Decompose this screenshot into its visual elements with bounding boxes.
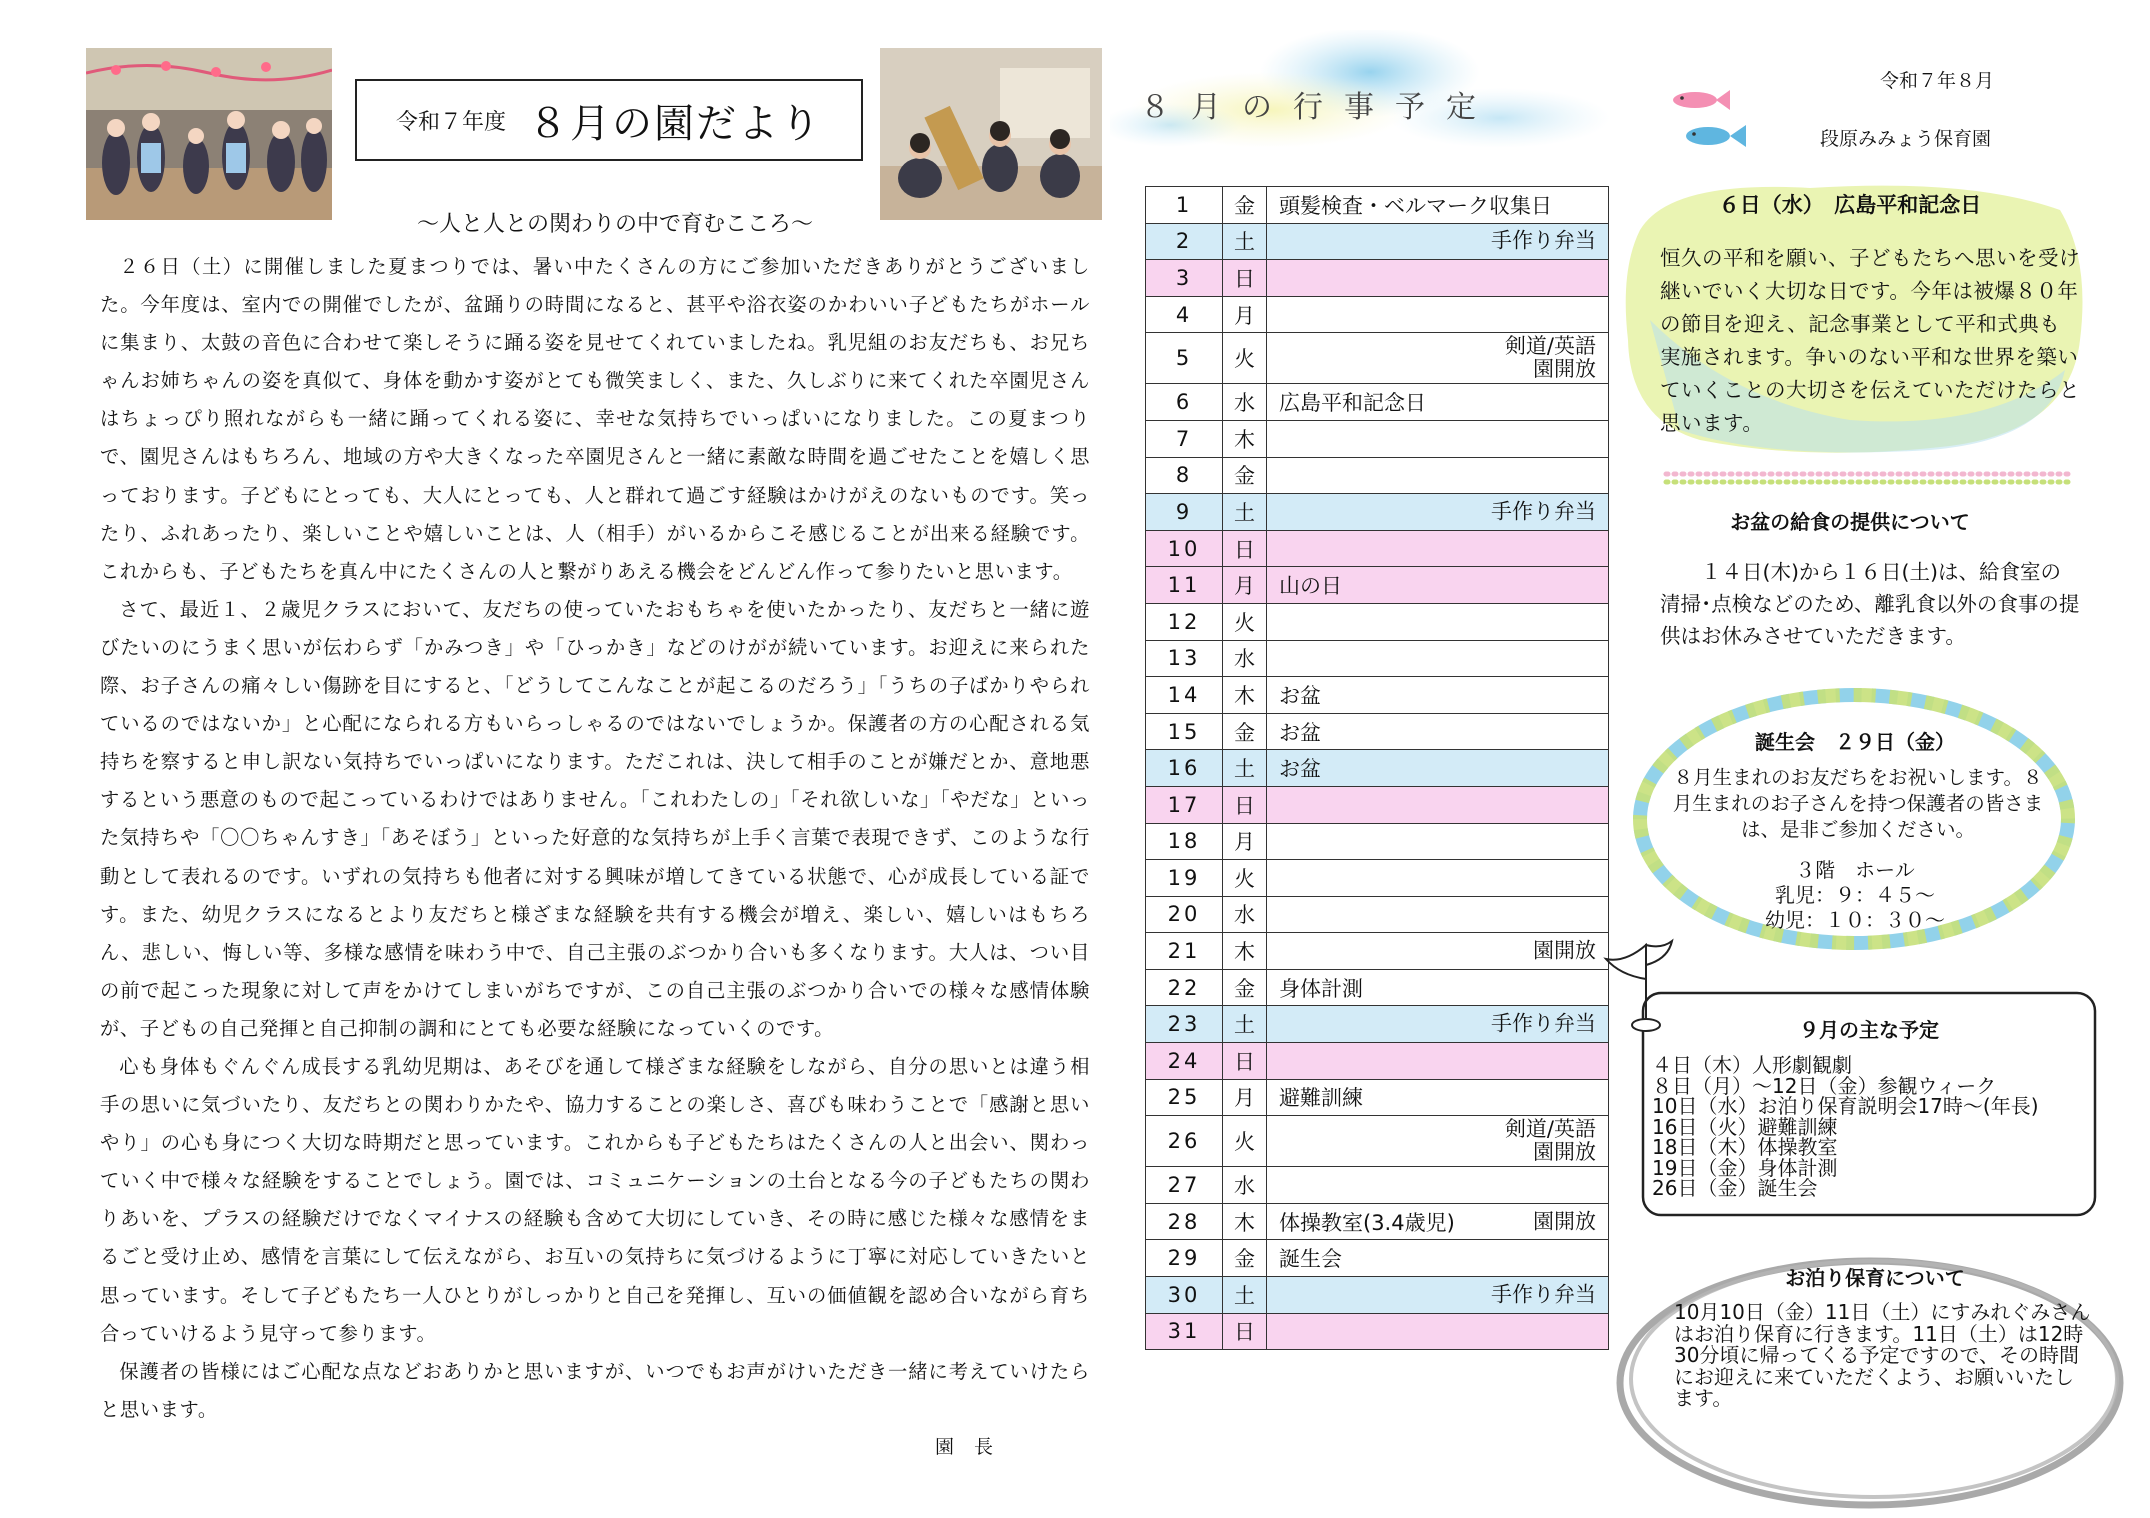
schedule-weekday: 土 [1223, 750, 1267, 787]
schedule-weekday: 金 [1223, 457, 1267, 494]
schedule-event-note: 手作り弁当 [1491, 499, 1596, 524]
dotted-divider [1662, 468, 2078, 488]
schedule-event: お盆 [1279, 720, 1321, 745]
schedule-row [1146, 603, 1609, 640]
list-item: 16日（火）避難訓練 [1652, 1114, 1838, 1139]
schedule-table [1145, 186, 1609, 1350]
schedule-day: 9 [1146, 494, 1223, 531]
schedule-weekday: 火 [1223, 1116, 1267, 1167]
schedule-row [1146, 860, 1609, 897]
schedule-row [1146, 823, 1609, 860]
schedule-event-cell [1267, 1167, 1609, 1204]
schedule-row [1146, 786, 1609, 823]
schedule-event-cell [1267, 786, 1609, 823]
schedule-event-cell [1267, 530, 1609, 567]
schedule-event: 避難訓練 [1279, 1086, 1363, 1111]
schedule-row [1146, 1167, 1609, 1204]
schedule-event-note: 手作り弁当 [1491, 228, 1596, 253]
peace-day-text: 恒久の平和を願い、子どもたちへ思いを受け継いでいく大切な日です。今年は被爆８０年の節目を迎え、記念事業として平和式典も実施されます。争いのない平和な世界を築いていくことの大切さを伝えていただけたらと思います。 [1660, 246, 2080, 435]
subtitle: 〜人と人との関わりの中で育むこころ〜 [416, 212, 813, 237]
list-item: ８日（月）〜12日（金）参観ウィーク [1652, 1073, 1997, 1098]
schedule-row [1146, 1079, 1609, 1116]
schedule-day: 7 [1146, 420, 1223, 457]
schedule-event-note: 園開放 [1533, 1209, 1596, 1234]
schedule-weekday: 月 [1223, 567, 1267, 604]
schedule-day: 13 [1146, 640, 1223, 677]
schedule-weekday: 水 [1223, 896, 1267, 933]
schedule-weekday: 月 [1223, 1079, 1267, 1116]
list-item: 18日（木）体操教室 [1652, 1135, 1838, 1159]
letter-paragraph: さて、最近１、２歳児クラスにおいて、友だちの使っていたおもちゃを使いたかったり、友だちと一緒に遊びたいのにうまく思いが伝わらず「かみつき」や「ひっかき」などのけがが続いています。お迎えに来られた際、お子さんの痛々しい傷跡を目にすると、「どうしてこんなことが起こるのだろう」「うちの子ばかりやられているのではないか」と心配になられる方もいらっしゃるのではないでしょうか。保護者の方の心配される気持ちを察すると申し訳ない気持ちでいっぱいになります。ただこれは、決して相手のことが嫌だとか、意地悪するという悪意のもので起こっているわけではありません。「これわたしの」「それ欲しいな」「やだな」といった気持ちや「〇〇ちゃんすき」「あそぼう」といった好意的な気持ちが上手く言葉で表現できず、このような行動として表れるのです。いずれの気持ちも他者に対する興味が増してきている状態で、心が成長している証です。また、幼児クラスになるとより友だちと様ざまな経験を共有する機会が増え、楽しい、嬉しいはもちろん、悲しい、悔しい等、多様な感情を味わう中で、自己主張のぶつかり合いも多くなります。大人は、つい目の前で起こった現象に対して声をかけてしまいがちですが、この自己主張のぶつかり合いでの様々な感情体験が、子どもの自己発揮と自己抑制の調和にとても必要な経験になっていくのです。 [100, 597, 1090, 1040]
schedule-day: 8 [1146, 457, 1223, 494]
page-title: ８月の園だより [528, 100, 822, 147]
schedule-day: 12 [1146, 603, 1223, 640]
schedule-row [1146, 1313, 1609, 1350]
schedule-row [1146, 494, 1609, 531]
overnight-text: 10月10日（金）11日（土）にすみれぐみさんはお泊り保育に行きます。11日（土）は12時30分頃に帰ってくる予定ですので、その時間にお迎えに来ていただくよう、お願いいたします。 [1674, 1300, 2091, 1410]
schedule-row [1146, 1277, 1609, 1314]
september-list [1652, 1055, 2092, 1199]
schedule-day: 25 [1146, 1079, 1223, 1116]
issue-date: 令和７年８月 [1880, 70, 1995, 92]
schedule-row [1146, 1043, 1609, 1080]
schedule-row [1146, 187, 1609, 224]
schedule-event-cell [1267, 187, 1609, 224]
schedule-row [1146, 933, 1609, 970]
schedule-weekday: 月 [1223, 296, 1267, 333]
birthday-text: ８月生まれのお友だちをお祝いします。８月生まれのお子さんを持つ保護者の皆さまは、是非ご参加ください。 [1672, 766, 2044, 841]
schedule-weekday: 水 [1223, 384, 1267, 421]
schedule-day: 5 [1146, 333, 1223, 384]
list-item: 19日（金）身体計測 [1652, 1155, 1838, 1180]
schedule-event-cell [1267, 1116, 1609, 1167]
schedule-weekday: 木 [1223, 933, 1267, 970]
schedule-event-note: 手作り弁当 [1491, 1011, 1596, 1036]
schedule-event-cell [1267, 896, 1609, 933]
schedule-event-cell [1267, 1006, 1609, 1043]
schedule-event-cell [1267, 1079, 1609, 1116]
schedule-event-note: 剣道/英語 園開放 [1504, 334, 1596, 382]
schedule-day: 14 [1146, 677, 1223, 714]
schedule-day: 4 [1146, 296, 1223, 333]
schedule-event-cell [1267, 223, 1609, 260]
schedule-weekday: 木 [1223, 420, 1267, 457]
obon-meal-paragraph: １４日(木)から１６日(土)は、給食室の清掃･点検などのため、離乳食以外の食事の提供はお休みさせていただきます。 [1660, 560, 2080, 648]
schedule-weekday: 土 [1223, 1006, 1267, 1043]
birthday-toddler-time: 幼児：１０：３０〜 [1765, 908, 1945, 932]
schedule-weekday: 土 [1223, 494, 1267, 531]
schedule-weekday: 木 [1223, 677, 1267, 714]
schedule-row [1146, 420, 1609, 457]
schedule-day: 11 [1146, 567, 1223, 604]
schedule-event: 誕生会 [1279, 1247, 1342, 1272]
schedule-weekday: 日 [1223, 1313, 1267, 1350]
schedule-day: 29 [1146, 1240, 1223, 1277]
schedule-weekday: 土 [1223, 1277, 1267, 1314]
schedule-day: 24 [1146, 1043, 1223, 1080]
schedule-event-cell [1267, 860, 1609, 897]
kids-playing-photo [880, 48, 1102, 220]
schedule-event-note: 手作り弁当 [1491, 1282, 1596, 1307]
schedule-event: お盆 [1279, 757, 1321, 782]
schedule-weekday: 木 [1223, 1203, 1267, 1240]
schedule-event-cell [1267, 384, 1609, 421]
schedule-row [1146, 1116, 1609, 1167]
schedule-weekday: 金 [1223, 969, 1267, 1006]
schedule-row [1146, 530, 1609, 567]
schedule-day: 19 [1146, 860, 1223, 897]
schedule-row [1146, 384, 1609, 421]
schedule-row [1146, 640, 1609, 677]
schedule-day: 17 [1146, 786, 1223, 823]
schedule-weekday: 金 [1223, 1240, 1267, 1277]
schedule-event-cell [1267, 260, 1609, 297]
letter-paragraph: ２６日（土）に開催しました夏まつりでは、暑い中たくさんの方にご参加いただきありがとうございました。今年度は、室内での開催でしたが、盆踊りの時間になると、甚平や浴衣姿のかわいい子どもたちがホールに集まり、太鼓の音色に合わせて楽しそうに踊る姿を見せてくれていましたね。乳児組のお友だちも、お兄ちゃんお姉ちゃんの姿を真似て、身体を動かす姿がとても微笑ましく、また、久しぶりに来てくれた卒園児さんはちょっぴり照れながらも一緒に踊ってくれる姿に、幸せな気持ちでいっぱいになりました。この夏まつりで、園児さんはもちろん、地域の方や大きくなった卒園児さんと一緒に素敵な時間を過ごせたことを嬉しく思っております。子どもにとっても、大人にとっても、人と群れて過ごす経験はかけがえのないものです。笑ったり、ふれあったり、楽しいことや嬉しいことは、人（相手）がいるからこそ感じることが出来る経験です。これからも、子どもたちを真ん中にたくさんの人と繋がりあえる機会をどんどん作って参りたいと思います。 [100, 255, 1090, 583]
list-item: 10日（水）お泊り保育説明会17時〜(年長) [1652, 1094, 2039, 1118]
schedule-row [1146, 567, 1609, 604]
schedule-event: 頭髪検査・ベルマーク収集日 [1279, 193, 1552, 218]
schedule-row [1146, 457, 1609, 494]
newsletter-title-box [355, 79, 863, 161]
schedule-event-cell [1267, 823, 1609, 860]
schedule-day: 3 [1146, 260, 1223, 297]
schedule-event: お盆 [1279, 683, 1321, 708]
schedule-event-cell [1267, 933, 1609, 970]
schedule-event-cell [1267, 420, 1609, 457]
schedule-day: 30 [1146, 1277, 1223, 1314]
schedule-weekday: 水 [1223, 640, 1267, 677]
schedule-weekday: 水 [1223, 1167, 1267, 1204]
schedule-weekday: 火 [1223, 860, 1267, 897]
fish-icon [1650, 78, 1770, 168]
schedule-event-cell [1267, 969, 1609, 1006]
summer-festival-photo [86, 48, 332, 220]
title-year: 令和７年度 [395, 109, 506, 135]
school-name: 段原みみょう保育園 [1820, 128, 1992, 150]
schedule-row [1146, 713, 1609, 750]
schedule-day: 18 [1146, 823, 1223, 860]
september-heading: ９月の主な予定 [1799, 1018, 1939, 1042]
schedule-day: 26 [1146, 1116, 1223, 1167]
schedule-event: 広島平和記念日 [1279, 391, 1426, 416]
obon-meal-text [1660, 556, 2080, 652]
list-item: ４日（木）人形劇観劇 [1652, 1053, 1852, 1077]
schedule-day: 10 [1146, 530, 1223, 567]
obon-meal-heading: お盆の給食の提供について [1730, 510, 1970, 534]
schedule-event: 山の日 [1279, 574, 1342, 599]
schedule-event: 身体計測 [1279, 976, 1363, 1001]
schedule-day: 21 [1146, 933, 1223, 970]
schedule-event-cell [1267, 333, 1609, 384]
schedule-row [1146, 333, 1609, 384]
schedule-event-cell [1267, 713, 1609, 750]
schedule-weekday: 土 [1223, 223, 1267, 260]
schedule-event-cell [1267, 1240, 1609, 1277]
schedule-day: 20 [1146, 896, 1223, 933]
schedule-event-cell [1267, 677, 1609, 714]
schedule-row [1146, 1006, 1609, 1043]
schedule-day: 27 [1146, 1167, 1223, 1204]
schedule-event-cell [1267, 1043, 1609, 1080]
schedule-weekday: 日 [1223, 1043, 1267, 1080]
schedule-row [1146, 750, 1609, 787]
schedule-row [1146, 969, 1609, 1006]
schedule-event-cell [1267, 494, 1609, 531]
schedule-weekday: 金 [1223, 713, 1267, 750]
letter-paragraph: 心も身体もぐんぐん成長する乳幼児期は、あそびを通して様ざまな経験をしながら、自分の思いとは違う相手の思いに気づいたり、友だちとの関わりかたや、協力することの楽しさ、喜びも味わうことで「感謝と思いやり」の心も身につく大切な時期だと思っています。これからも子どもたちはたくさんの人と出会い、関わっていく中で様々な経験をすることでしょう。園では、コミュニケーションの土台となる今の子どもたちの関わりあいを、プラスの経験だけでなくマイナスの経験も含めて大切にしていき、その時に感じた様々な感情をまるごと受け止め、感情を言葉にして伝えながら、お互いの気持ちに気づけるように丁寧に対応していきたいと思っています。そして子どもたち一人ひとりがしっかりと自己を発揮し、互いの価値観を認め合いながら育ち合っていけるよう見守って参ります。 [100, 1054, 1090, 1345]
schedule-weekday: 火 [1223, 333, 1267, 384]
schedule-weekday: 月 [1223, 823, 1267, 860]
birthday-info [1740, 858, 1970, 933]
schedule-day: 31 [1146, 1313, 1223, 1350]
list-item: 26日（金）誕生会 [1652, 1176, 1818, 1200]
schedule-title: ８月の行事予定 [1140, 90, 1497, 125]
schedule-weekday: 日 [1223, 530, 1267, 567]
schedule-event-cell [1267, 567, 1609, 604]
schedule-event-cell [1267, 457, 1609, 494]
schedule-row [1146, 296, 1609, 333]
schedule-day: 6 [1146, 384, 1223, 421]
schedule-event-cell [1267, 1203, 1609, 1240]
birthday-heading: 誕生会 ２９日（金） [1755, 730, 1955, 754]
schedule-event-cell [1267, 1277, 1609, 1314]
schedule-day: 1 [1146, 187, 1223, 224]
schedule-event-cell [1267, 640, 1609, 677]
schedule-day: 28 [1146, 1203, 1223, 1240]
schedule-row [1146, 223, 1609, 260]
schedule-weekday: 日 [1223, 786, 1267, 823]
schedule-event-cell [1267, 1313, 1609, 1350]
schedule-row [1146, 1240, 1609, 1277]
schedule-day: 16 [1146, 750, 1223, 787]
schedule-row [1146, 896, 1609, 933]
schedule-event-cell [1267, 603, 1609, 640]
schedule-row [1146, 1203, 1609, 1240]
letter-paragraph: 保護者の皆様にはご心配な点などおありかと思いますが、いつでもお声がけいただき一緒に考えていけたらと思います。 [100, 1359, 1090, 1421]
schedule-weekday: 金 [1223, 187, 1267, 224]
schedule-event-note: 園開放 [1533, 938, 1596, 963]
schedule-day: 2 [1146, 223, 1223, 260]
letter-body [100, 248, 1090, 1429]
schedule-row [1146, 260, 1609, 297]
schedule-day: 23 [1146, 1006, 1223, 1043]
signature: 園長 [935, 1436, 1014, 1458]
peace-day-heading: ６日（水） 広島平和記念日 [1718, 193, 1982, 217]
schedule-event: 体操教室(3.4歳児) [1279, 1210, 1455, 1235]
overnight-heading: お泊り保育について [1785, 1266, 1965, 1290]
birthday-place: ３階 ホール [1795, 858, 1915, 882]
schedule-event-note: 剣道/英語 園開放 [1504, 1117, 1596, 1165]
schedule-weekday: 日 [1223, 260, 1267, 297]
schedule-weekday: 火 [1223, 603, 1267, 640]
schedule-event-cell [1267, 296, 1609, 333]
schedule-event-cell [1267, 750, 1609, 787]
schedule-row [1146, 677, 1609, 714]
schedule-day: 15 [1146, 713, 1223, 750]
birthday-infant-time: 乳児：９：４５〜 [1775, 883, 1935, 907]
schedule-day: 22 [1146, 969, 1223, 1006]
